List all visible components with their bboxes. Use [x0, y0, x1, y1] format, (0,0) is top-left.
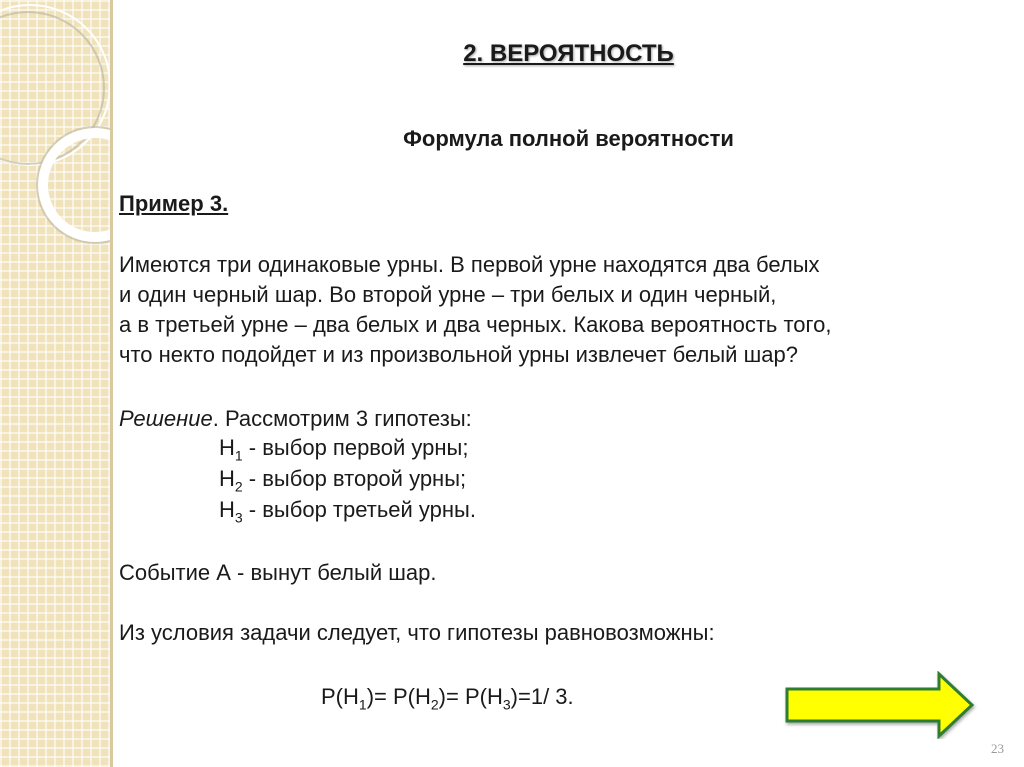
- next-slide-arrow-icon[interactable]: [783, 671, 979, 739]
- formula-index: 1: [358, 696, 367, 713]
- formula-part: )=1/ 3.: [510, 684, 574, 709]
- problem-line: что некто подойдет и из произвольной урны извлечет белый шар?: [119, 342, 798, 367]
- formula-part: P(H: [321, 684, 359, 709]
- formula-index: 3: [502, 696, 511, 713]
- formula-index: 2: [430, 696, 439, 713]
- arrow-shape[interactable]: [787, 674, 972, 736]
- hypothesis-index: 1: [234, 447, 243, 464]
- condition-text: Из условия задачи следует, что гипотезы равновозможны:: [119, 620, 715, 645]
- problem-line: Имеются три одинаковые урны. В первой урне находятся два белых: [119, 252, 820, 277]
- problem-statement: [119, 250, 979, 370]
- solution-label: Решение: [119, 406, 213, 431]
- solution-intro: [119, 404, 472, 434]
- formula-part: )= P(H: [438, 684, 503, 709]
- hypothesis-1: [219, 435, 468, 463]
- hypothesis-3: [219, 497, 476, 525]
- solution-text: . Рассмотрим 3 гипотезы:: [212, 406, 472, 431]
- event-definition: Событие А - вынут белый шар.: [119, 560, 437, 585]
- slide-title: 2. ВЕРОЯТНОСТЬ: [463, 40, 674, 67]
- probability-formula: [321, 684, 574, 712]
- hypothesis-symbol: H: [219, 497, 235, 522]
- hypothesis-text: - выбор первой урны;: [242, 435, 469, 460]
- formula-part: )= P(H: [366, 684, 431, 709]
- page-number: 23: [991, 741, 1004, 756]
- example-label: Пример 3.: [119, 191, 229, 216]
- problem-line: и один черный шар. Во второй урне – три белых и один черный,: [119, 282, 777, 307]
- hypothesis-index: 3: [234, 509, 243, 526]
- hypothesis-symbol: H: [219, 466, 235, 491]
- hypothesis-symbol: H: [219, 435, 235, 460]
- decorative-sidebar: [0, 0, 110, 767]
- decorative-rings: [0, 0, 110, 767]
- slide-subtitle: Формула полной вероятности: [403, 126, 734, 151]
- slide-content: [113, 0, 1024, 767]
- problem-line: а в третьей урне – два белых и два черных. Какова вероятность того,: [119, 312, 832, 337]
- hypothesis-2: [219, 466, 466, 494]
- hypothesis-text: - выбор третьей урны.: [242, 497, 476, 522]
- hypothesis-index: 2: [234, 478, 243, 495]
- hypothesis-text: - выбор второй урны;: [242, 466, 467, 491]
